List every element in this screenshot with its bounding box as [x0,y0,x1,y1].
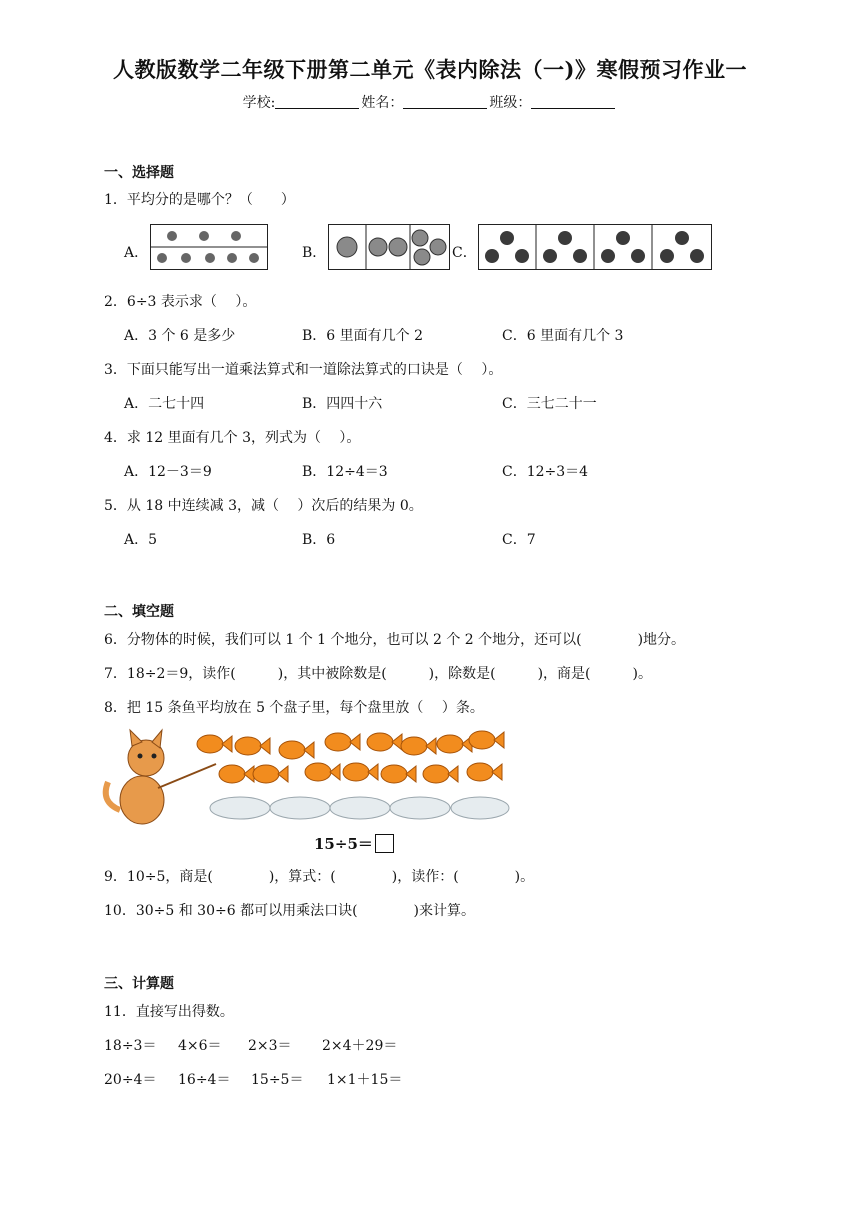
question-5: 5．从 18 中连续减 3，减（ ）次后的结果为 0。 [104,498,423,514]
q2-option-a: A．3 个 6 是多少 [124,328,236,344]
class-label: 班级： [489,95,532,111]
q4-option-b: B．12÷4＝3 [302,464,388,480]
question-2: 2．6÷3 表示求（ ）。 [104,294,257,310]
question-10: 10．30÷5 和 30÷6 都可以用乘法口诀( )来计算。 [104,903,475,919]
name-blank [403,94,487,109]
q5-option-b: B．6 [302,532,336,548]
q5-option-a: A．5 [124,532,158,548]
calc-item: 18÷3＝ [104,1038,157,1054]
q4-option-c: C．12÷3＝4 [502,464,589,480]
class-blank [531,94,615,109]
q1-option-a-label: A． [124,245,149,261]
q1-option-b-image [328,224,450,274]
q8-equation [314,833,394,854]
question-8: 8．把 15 条鱼平均放在 5 个盘子里，每个盘里放（ ）条。 [104,700,484,716]
section-heading-calc: 三、计算题 [104,976,174,992]
question-7: 7．18÷2＝9，读作( )，其中被除数是( )，除数是( )，商是( )。 [104,666,652,682]
question-9: 9．10÷5，商是( )，算式：( )，读作：( )。 [104,869,535,885]
q8-equation-text: 15÷5＝ [314,835,373,853]
section-heading-fill: 二、填空题 [104,604,174,620]
q3-option-b: B．四四十六 [302,396,383,412]
question-11: 11．直接写出得数。 [104,1004,234,1020]
q8-answer-box[interactable] [375,834,394,853]
calc-item: 20÷4＝ [104,1072,157,1088]
q1-option-b-label: B． [302,245,327,261]
q1-option-a-image [150,224,268,274]
q4-option-a: A．12－3＝9 [124,464,212,480]
school-label: 学校: [242,95,276,111]
question-6: 6．分物体的时候，我们可以 1 个 1 个地分，也可以 2 个 2 个地分，还可以( )地分。 [104,632,686,648]
student-info-line [0,92,860,112]
page-title: 人教版数学二年级下册第二单元《表内除法（一)》寒假预习作业一 [113,57,747,82]
name-label: 姓名： [361,95,404,111]
calc-item: 15÷5＝ [251,1072,304,1088]
calc-item: 1×1＋15＝ [327,1072,403,1088]
q8-cat-fish-illustration [100,722,510,834]
q2-option-c: C．6 里面有几个 3 [502,328,624,344]
calc-item: 4×6＝ [178,1038,222,1054]
question-1: 1．平均分的是哪个？（ ） [104,192,295,208]
calc-item: 2×3＝ [248,1038,292,1054]
q3-option-c: C．三七二十一 [502,396,597,412]
calc-item: 2×4＋29＝ [322,1038,398,1054]
q3-option-a: A．二七十四 [124,396,205,412]
calc-item: 16÷4＝ [178,1072,231,1088]
school-blank [275,94,359,109]
q1-option-c-label: C． [452,245,477,261]
question-4: 4．求 12 里面有几个 3，列式为（ ）。 [104,430,361,446]
q2-option-b: B．6 里面有几个 2 [302,328,424,344]
section-heading-choice: 一、选择题 [104,165,174,181]
question-3: 3．下面只能写出一道乘法算式和一道除法算式的口诀是（ ）。 [104,362,503,378]
q5-option-c: C．7 [502,532,536,548]
q1-option-c-image [478,224,712,274]
